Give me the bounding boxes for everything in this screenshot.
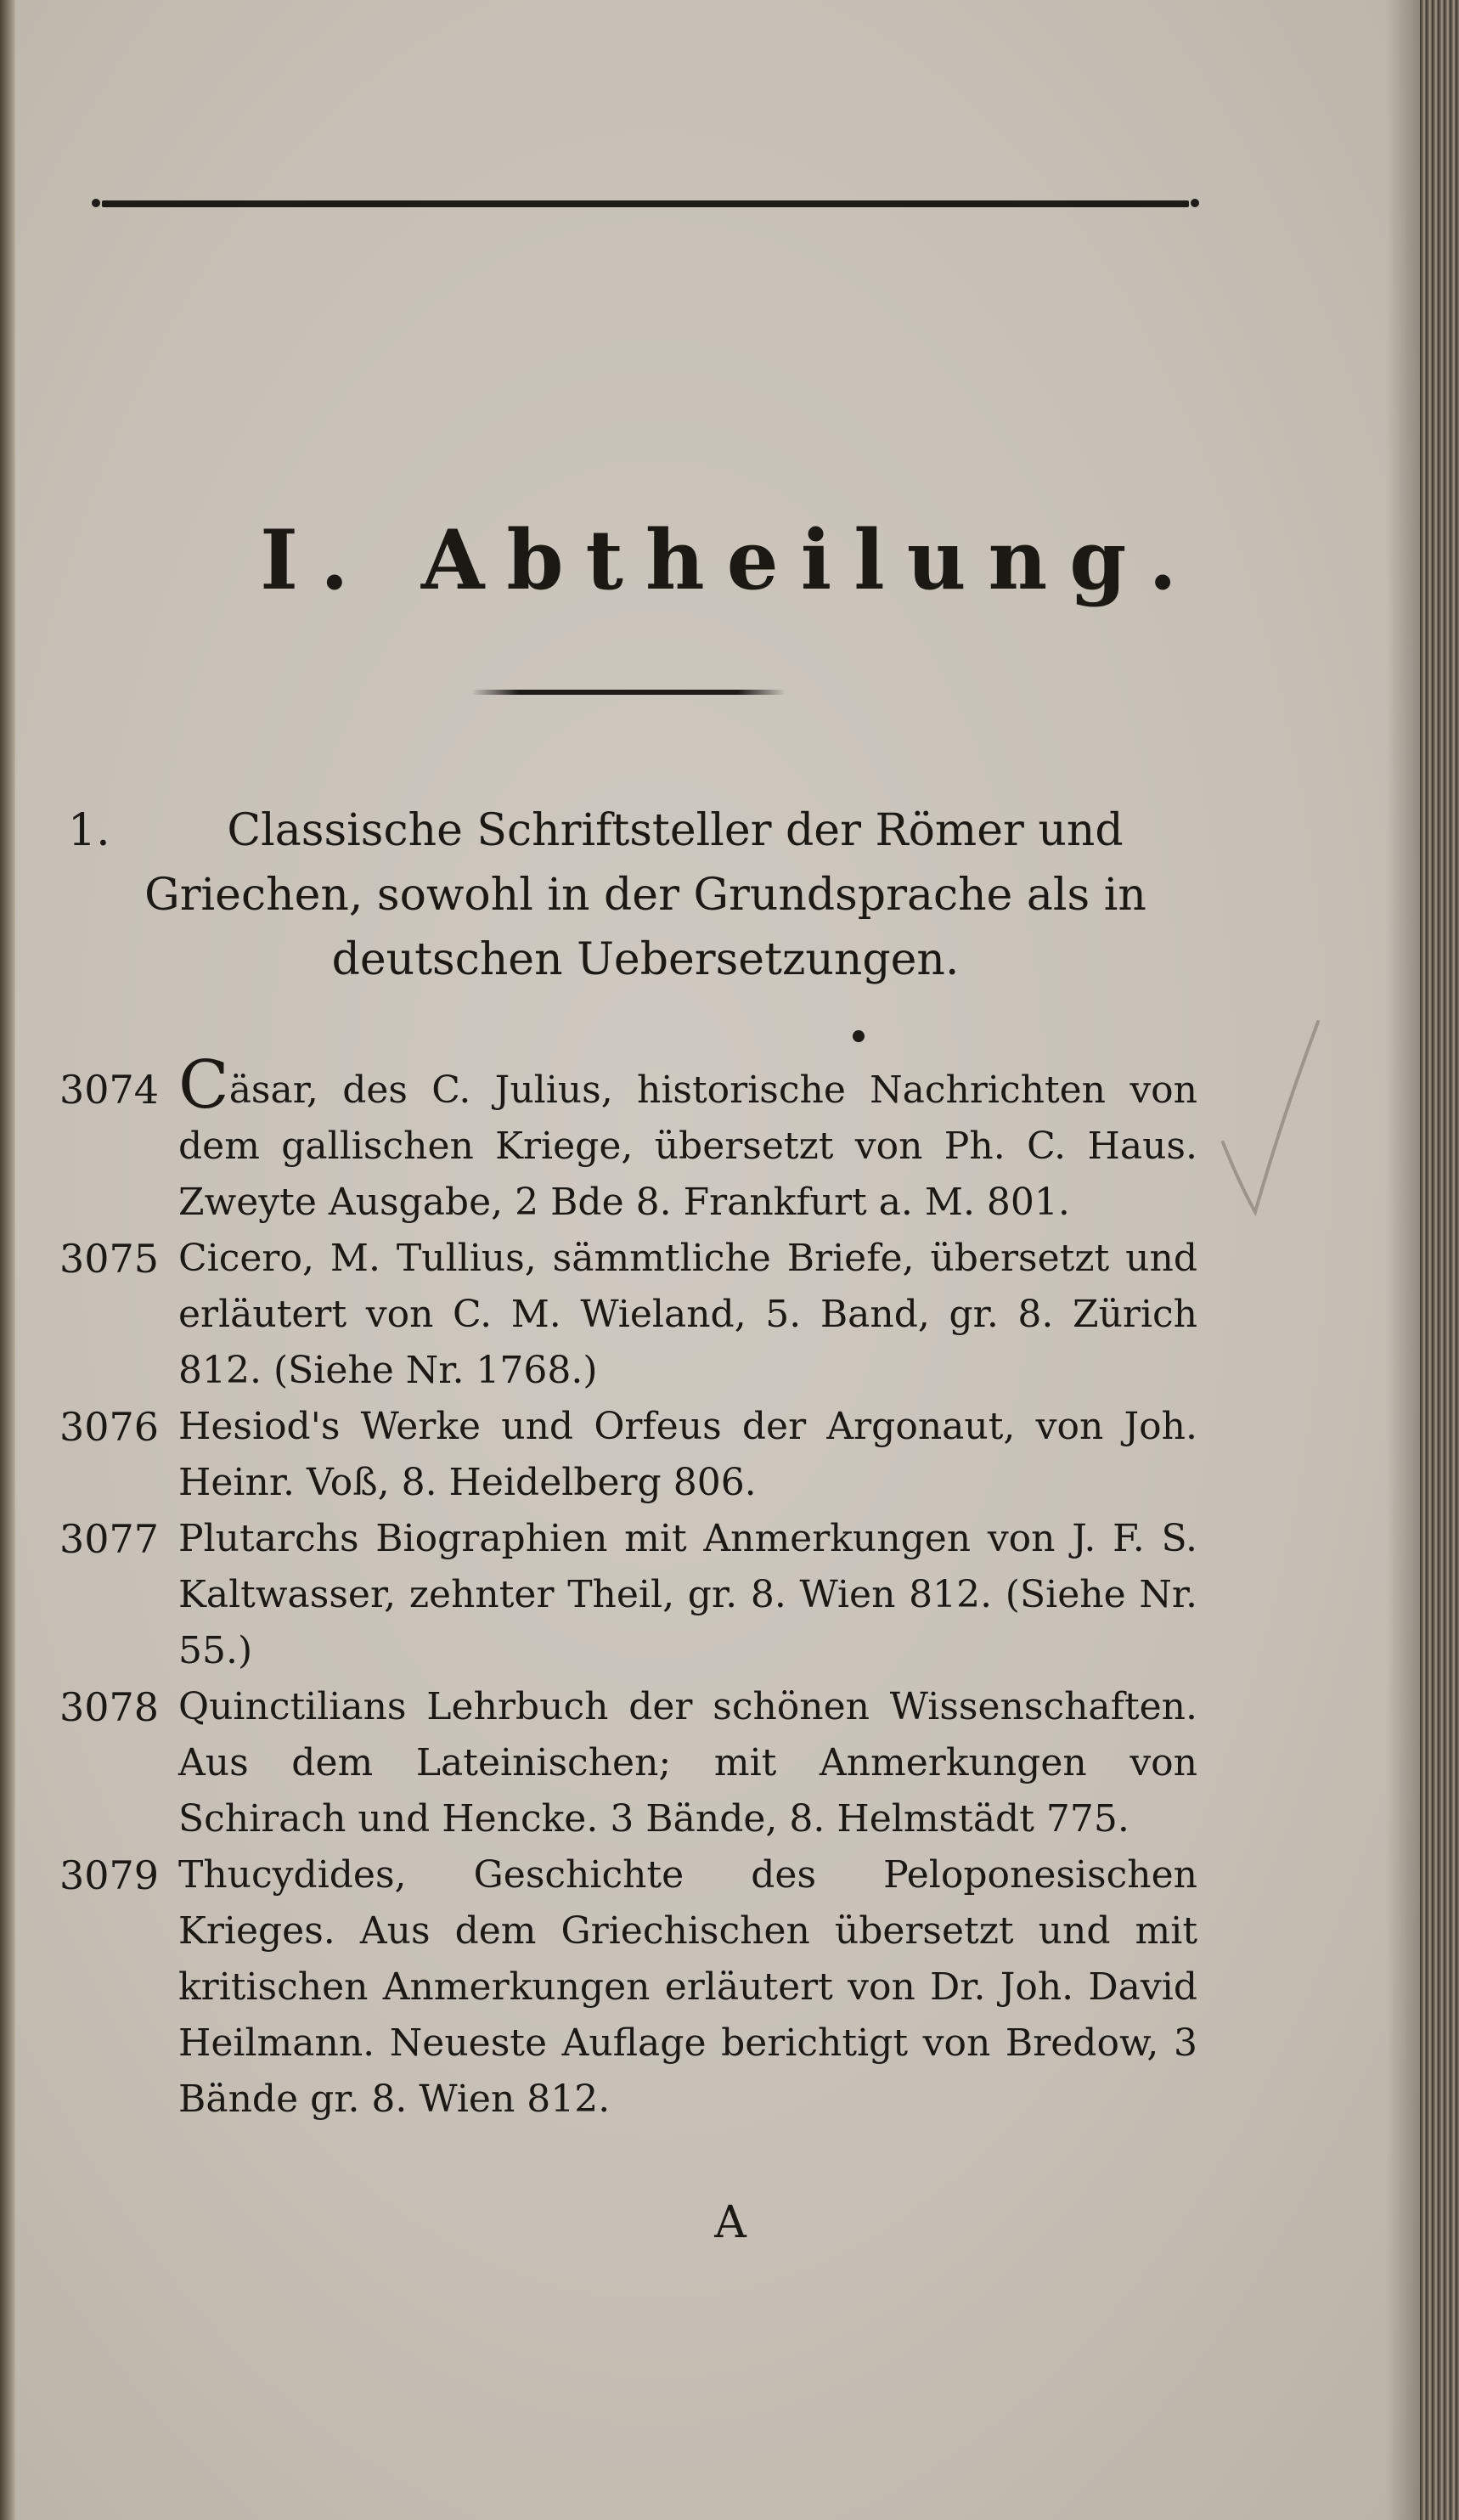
list-item [59,1047,1197,1231]
entry-number: 3079 [59,1852,160,1898]
page-gutter-shadow [1386,0,1420,2520]
entry-list [59,1047,1197,2128]
entry-text: Plutarchs Biographien mit Anmerkungen von J. F. S. Kaltwasser, zehnter Theil, gr. 8. Wien 812. (Siehe Nr. 55.) [178,1517,1197,1672]
entry-number: 3078 [59,1684,160,1730]
entry-text: Thucydides, Geschichte des Peloponesischen Krieges. Aus dem Griechischen übersetzt und mit kritischen Anmerkungen erläutert von Dr. Joh. David Heilmann. Neueste Auflage berichtigt von Bredow, 3 Bände gr. 8. Wien 812. [178,1853,1197,2121]
entry-number: 3077 [59,1516,160,1562]
entry-number: 3075 [59,1236,160,1282]
list-item [59,1847,1197,2128]
list-item [59,1511,1197,1679]
chapter-title-text: Classische Schriftsteller der Römer und Griechen, sowohl in der Grundsprache als in deutschen Uebersetzungen. [144,805,1146,985]
entry-text: Hesiod's Werke und Orfeus der Argonaut, von Joh. Heinr. Voß, 8. Heidelberg 806. [178,1405,1197,1504]
top-rule-dot [92,199,100,207]
list-item [59,1231,1197,1399]
section-title: I. Abtheilung. [260,512,1199,608]
entry-number: 3074 [59,1067,160,1113]
chapter-number: 1. [68,805,110,856]
list-item [59,1679,1197,1847]
ornament-dot [853,1030,865,1042]
top-rule [102,200,1189,207]
entry-text: Cicero, M. Tullius, sämmtliche Briefe, übersetzt und erläutert von C. M. Wieland, 5. Band, gr. 8. Zürich 812. (Siehe Nr. 1768.) [178,1237,1197,1392]
signature-mark: A [714,2197,746,2248]
entry-initial: C [178,1047,229,1124]
chapter-title [68,798,1223,992]
pencil-checkmark [1214,1015,1325,1219]
entry-number: 3076 [59,1404,160,1450]
entry-text: äsar, des C. Julius, historische Nachrichten von dem gallischen Kriege, übersetzt von Ph. C. Haus. Zweyte Ausgabe, 2 Bde 8. Frankfurt a. M. 801. [178,1068,1197,1224]
entry-text: Quinctilians Lehrbuch der schönen Wissenschaften. Aus dem Lateinischen; mit Anmerkungen von Schirach und Hencke. 3 Bände, 8. Helmstädt 775. [178,1685,1197,1841]
page-edges [1420,0,1459,2520]
title-rule [471,690,786,695]
list-item [59,1399,1197,1511]
top-rule-dot [1191,199,1199,207]
book-binding [0,0,15,2520]
